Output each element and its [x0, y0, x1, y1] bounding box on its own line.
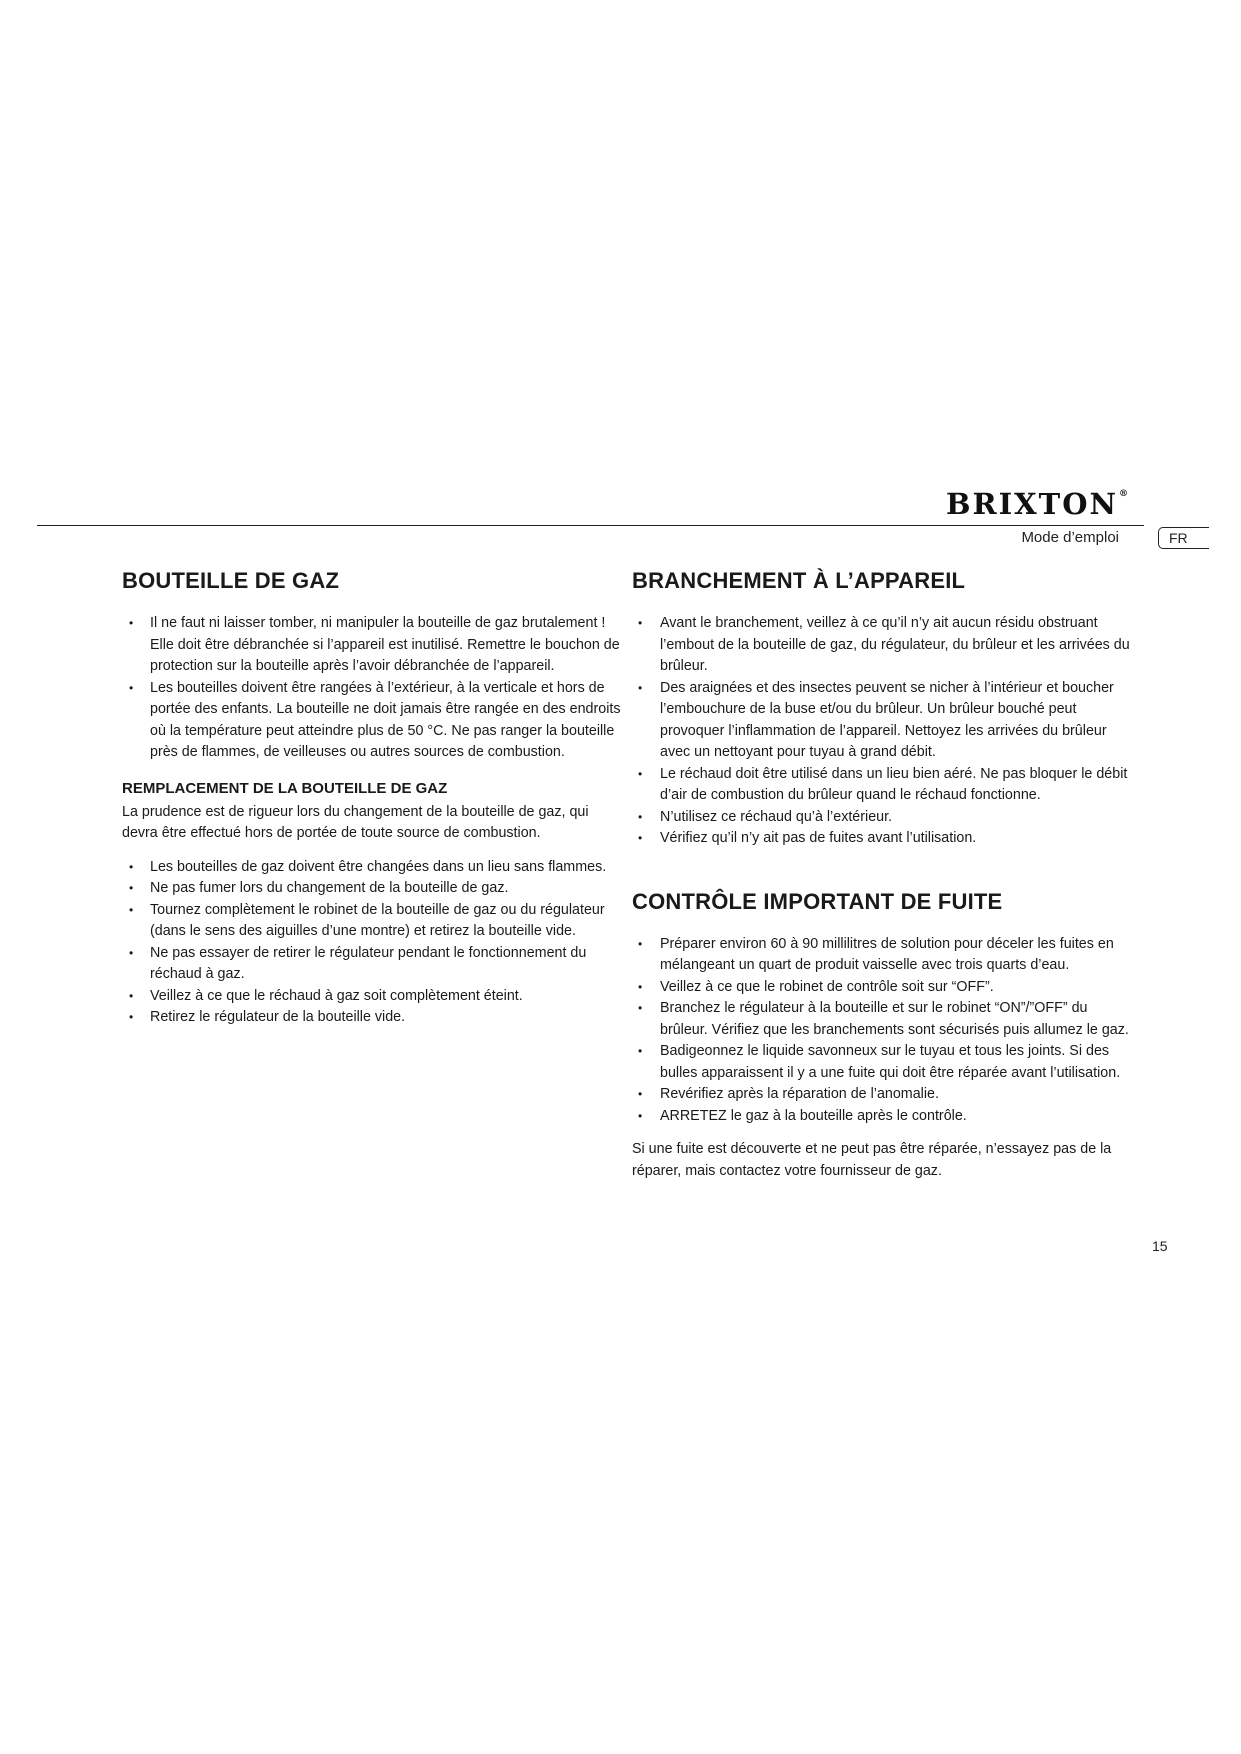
language-tab: FR: [1158, 527, 1209, 549]
list-item: • Branchez le régulateur à la bouteille et sur le robinet “ON”/”OFF” du brûleur. Vérifiez que les branchements sont sécurisés puis allumez le gaz.: [632, 998, 1138, 1041]
list-item: • Tournez complètement le robinet de la bouteille de gaz ou du régulateur (dans le sens des aiguilles d’une montre) et retirez la bouteille vide.: [122, 900, 622, 943]
list-item: • Préparer environ 60 à 90 millilitres de solution pour déceler les fuites en mélangeant un quart de produit vaisselle avec trois quarts d’eau.: [632, 934, 1138, 977]
list-item: • Les bouteilles doivent être rangées à l’extérieur, à la verticale et hors de portée des enfants. La bouteille ne doit jamais être rangée en des endroits où la température peut atteindre plus de 50 °C. Ne pas ranger la bouteille près de flammes, de veilleuses ou autres sources de combustion.: [122, 678, 622, 764]
list-item: • Veillez à ce que le robinet de contrôle soit sur “OFF”.: [632, 977, 1138, 999]
registered-mark: ®: [1119, 489, 1129, 499]
list-item: • Ne pas essayer de retirer le régulateur pendant le fonctionnement du réchaud à gaz.: [122, 943, 622, 986]
subsection-title-replacement: REMPLACEMENT DE LA BOUTEILLE DE GAZ: [122, 779, 448, 797]
list-item: • Ne pas fumer lors du changement de la bouteille de gaz.: [122, 878, 622, 900]
list-item: • Retirez le régulateur de la bouteille vide.: [122, 1007, 622, 1029]
brand-logo: [946, 487, 1129, 521]
replacement-list: [122, 857, 622, 1029]
leak-closing-note: Si une fuite est découverte et ne peut pas être réparée, n’essayez pas de la réparer, mais contactez votre fournisseur de gaz.: [632, 1141, 1112, 1179]
list-item: • Il ne faut ni laisser tomber, ni manipuler la bouteille de gaz brutalement ! Elle doit être débranchée si l’appareil est inutilisé. Remettre le bouchon de protection sur la bouteille après l’avoir débranchée de l’appareil.: [122, 613, 622, 678]
leak-check-list: [632, 934, 1138, 1128]
list-item: • Avant le branchement, veillez à ce qu’il n’y ait aucun résidu obstruant l’embout de la bouteille de gaz, du régulateur, du brûleur et les arrivées du brûleur.: [632, 613, 1138, 678]
list-item: • Badigeonnez le liquide savonneux sur le tuyau et tous les joints. Si des bulles apparaissent il y a une fuite qui doit être réparée avant l’utilisation.: [632, 1041, 1138, 1084]
gas-bottle-list: [122, 613, 622, 764]
list-item: • Le réchaud doit être utilisé dans un lieu bien aéré. Ne pas bloquer le débit d’air de combustion du brûleur quand le réchaud fonctionne.: [632, 764, 1138, 807]
list-item: • Revérifiez après la réparation de l’anomalie.: [632, 1084, 1138, 1106]
list-item: • Vérifiez qu’il n’y ait pas de fuites avant l’utilisation.: [632, 828, 1138, 850]
list-item: • ARRETEZ le gaz à la bouteille après le contrôle.: [632, 1106, 1138, 1128]
connection-list: [632, 613, 1138, 850]
list-item: • Veillez à ce que le réchaud à gaz soit complètement éteint.: [122, 986, 622, 1008]
section-title-leak-check: CONTRÔLE IMPORTANT DE FUITE: [632, 888, 1003, 914]
list-item: • Des araignées et des insectes peuvent se nicher à l’intérieur et boucher l’embouchure de la buse et/ou du brûleur. Un brûleur bouché peut provoquer l’inflammation de l’appareil. Nettoyez les arrivées du brûleur avec un nettoyant pour tuyau à grand débit.: [632, 678, 1138, 764]
list-item: • Les bouteilles de gaz doivent être changées dans un lieu sans flammes.: [122, 857, 622, 879]
page-number: 15: [1152, 1238, 1168, 1254]
replacement-intro: La prudence est de rigueur lors du changement de la bouteille de gaz, qui devra être effectué hors de portée de toute source de combustion.: [122, 803, 589, 841]
right-column: [632, 567, 1138, 1182]
doc-type-label: Mode d’emploi: [1021, 529, 1119, 546]
list-item: • N’utilisez ce réchaud qu’à l’extérieur.: [632, 807, 1138, 829]
header-rule: [37, 525, 1144, 526]
brand-name: BRIXTON: [946, 487, 1119, 521]
section-title-connection: BRANCHEMENT À L’APPAREIL: [632, 568, 966, 593]
left-column: [122, 567, 622, 1029]
section-title-gas-bottle: BOUTEILLE DE GAZ: [122, 568, 340, 593]
